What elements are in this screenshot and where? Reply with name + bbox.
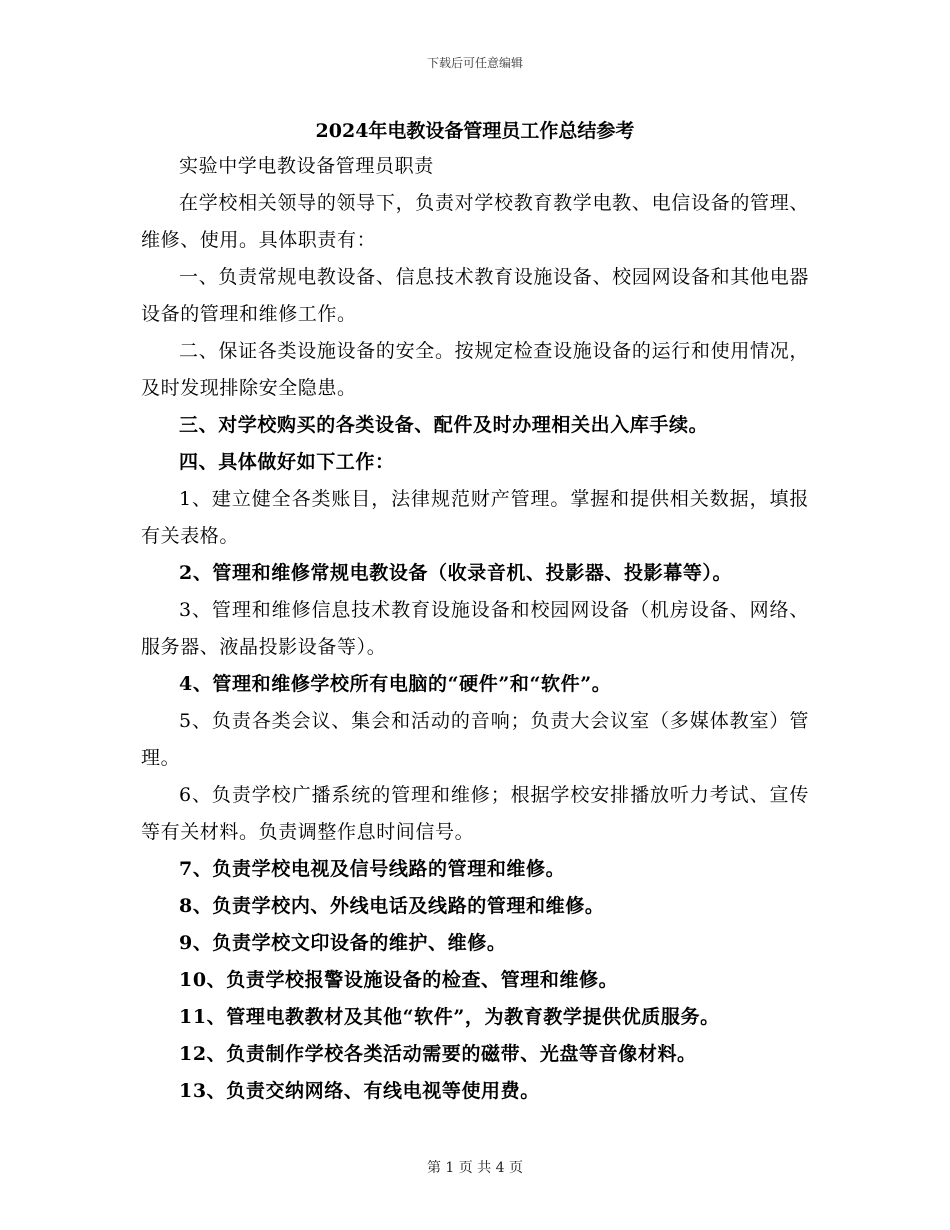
paragraph: 6、负责学校广播系统的管理和维修；根据学校安排播放听力考试、宣传等有关材料。负责调整作息时间信号。 — [141, 784, 809, 843]
paragraph: 二、保证各类设施设备的安全。按规定检查设施设备的运行和使用情况，及时发现排除安全隐患。 — [141, 340, 809, 399]
paragraph: 在学校相关领导的领导下，负责对学校教育教学电教、电信设备的管理、维修、使用。具体职责有： — [141, 192, 809, 251]
paragraph: 7、负责学校电视及信号线路的管理和维修。 — [179, 858, 566, 880]
page-number: 第 1 页 共 4 页 — [426, 1160, 524, 1176]
document-title: 2024年电教设备管理员工作总结参考 — [315, 120, 635, 142]
paragraph: 12、负责制作学校各类活动需要的磁带、光盘等音像材料。 — [179, 1043, 697, 1065]
paragraph: 3、管理和维修信息技术教育设施设备和校园网设备（机房设备、网络、服务器、液晶投影设备等）。 — [141, 599, 809, 658]
document-body — [141, 148, 809, 1110]
paragraph: 2、管理和维修常规电教设备（收录音机、投影器、投影幕等）。 — [179, 562, 733, 584]
paragraph: 一、负责常规电教设备、信息技术教育设施设备、校园网设备和其他电器设备的管理和维修工作。 — [141, 266, 809, 325]
paragraph: 实验中学电教设备管理员职责 — [179, 155, 434, 177]
paragraph: 4、管理和维修学校所有电脑的“硬件”和“软件”。 — [179, 673, 612, 695]
paragraph: 四、具体做好如下工作： — [179, 451, 395, 473]
paragraph: 13、负责交纳网络、有线电视等使用费。 — [179, 1080, 540, 1102]
paragraph: 11、管理电教教材及其他“软件”，为教育教学提供优质服务。 — [179, 1006, 720, 1028]
page-header-note: 下载后可任意编辑 — [426, 56, 523, 70]
paragraph: 9、负责学校文印设备的维护、维修。 — [179, 932, 507, 954]
paragraph: 三、对学校购买的各类设备、配件及时办理相关出入库手续。 — [179, 414, 709, 436]
paragraph: 5、负责各类会议、集会和活动的音响；负责大会议室（多媒体教室）管理。 — [141, 710, 809, 769]
paragraph: 8、负责学校内、外线电话及线路的管理和维修。 — [179, 895, 605, 917]
paragraph: 10、负责学校报警设施设备的检查、管理和维修。 — [179, 969, 619, 991]
paragraph: 1、建立健全各类账目，法律规范财产管理。掌握和提供相关数据，填报有关表格。 — [141, 488, 809, 547]
